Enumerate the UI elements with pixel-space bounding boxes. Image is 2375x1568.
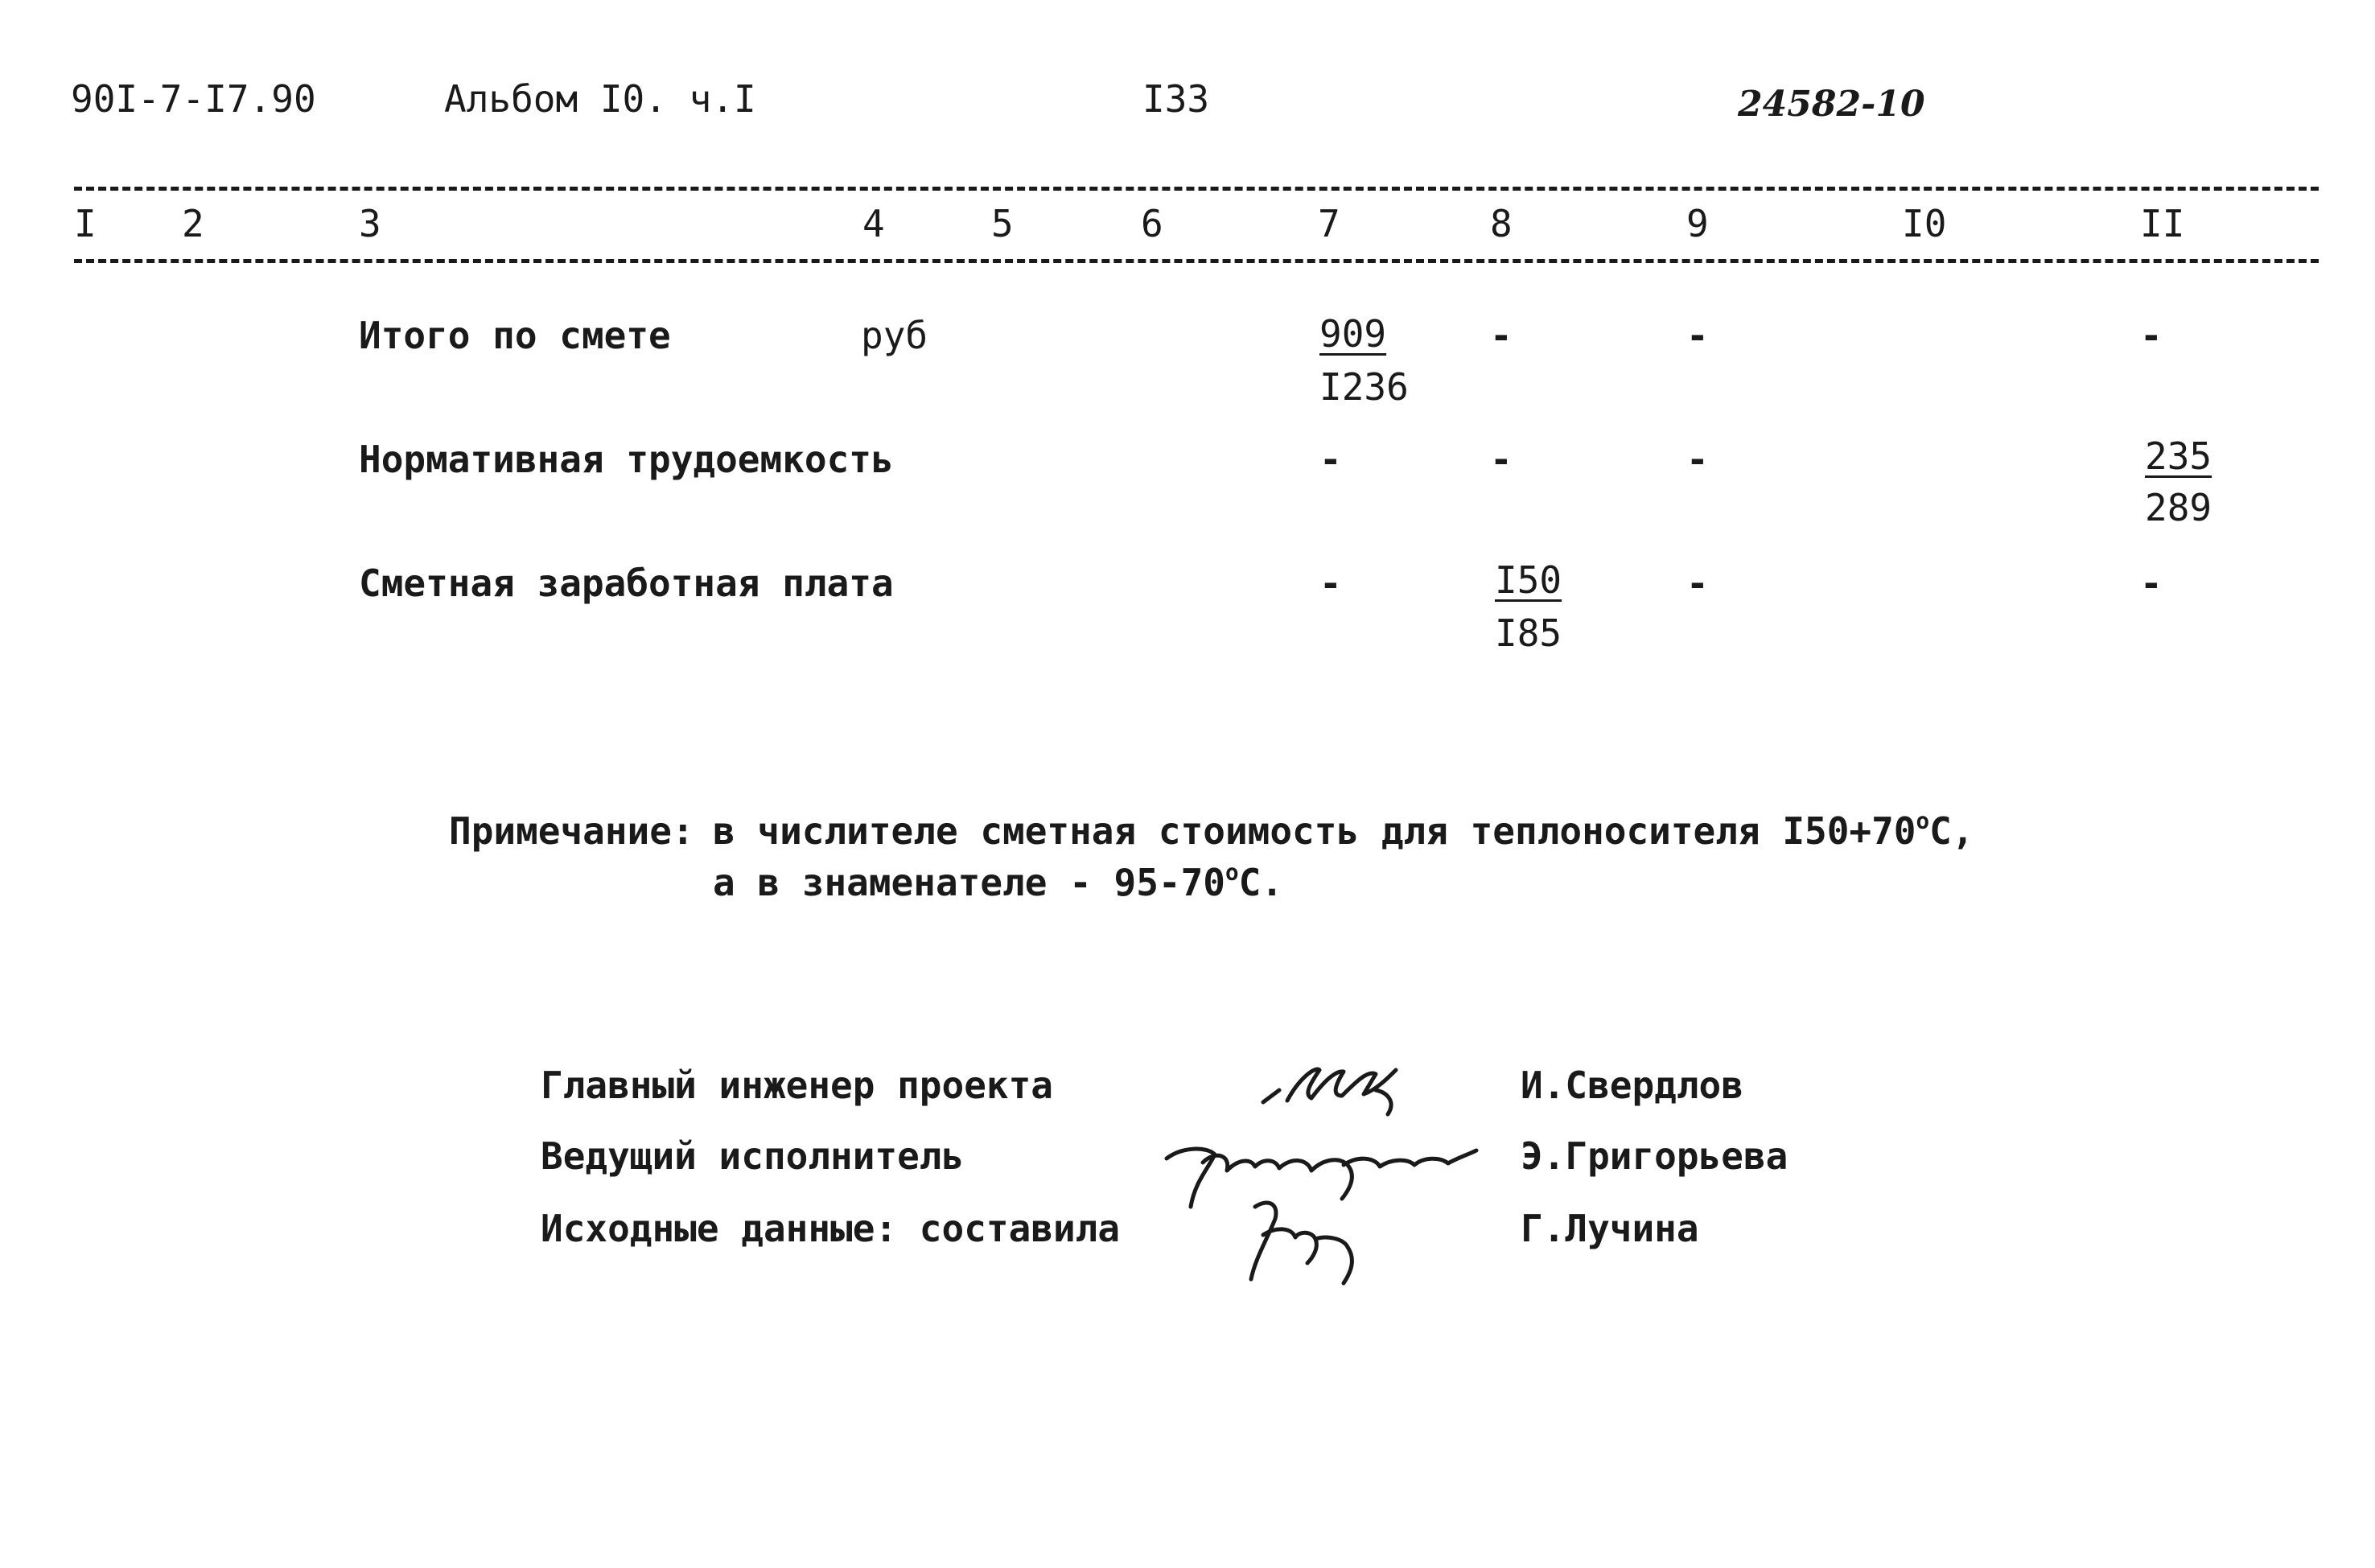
page-number: I33 — [1142, 77, 1210, 121]
col-num-11: II — [2140, 202, 2185, 245]
header-bottom-rule — [74, 259, 2319, 263]
col-num-10: I0 — [1902, 202, 1947, 245]
note-label: Примечание: — [449, 809, 694, 853]
signature-name-lead-executor: Э.Григорьева — [1521, 1134, 1788, 1178]
col-num-9: 9 — [1686, 202, 1709, 245]
row-unit: руб — [861, 314, 928, 357]
cell-col7: - — [1319, 562, 1342, 605]
cell-col8-numerator: I50 — [1495, 558, 1562, 602]
signature-name-chief-engineer: И.Свердлов — [1521, 1064, 1743, 1107]
handwritten-signature-1 — [1255, 1046, 1448, 1118]
header-top-rule — [74, 187, 2319, 191]
inventory-number: 24582-10 — [1738, 84, 1925, 125]
note-line-2 — [713, 858, 1283, 904]
note-line-2-degree: o — [1225, 858, 1239, 886]
col-num-5: 5 — [991, 202, 1014, 245]
col-num-2: 2 — [182, 202, 204, 245]
row-label: Нормативная трудоемкость — [359, 438, 894, 481]
col-num-1: I — [74, 202, 97, 245]
cell-col9: - — [1686, 562, 1709, 605]
col-num-7: 7 — [1318, 202, 1340, 245]
cell-col11-denominator: 289 — [2145, 486, 2212, 529]
row-label: Сметная заработная плата — [359, 562, 894, 605]
cell-col7-numerator: 909 — [1319, 312, 1387, 356]
album-label: Альбом I0. ч.I — [444, 77, 756, 121]
cell-col7: - — [1319, 438, 1342, 481]
row-label: Итого по смете — [359, 314, 671, 357]
handwritten-signature-3 — [1231, 1191, 1376, 1287]
col-num-8: 8 — [1490, 202, 1513, 245]
signature-role-lead-executor: Ведущий исполнитель — [541, 1134, 965, 1178]
note-line-1-degree: o — [1916, 807, 1930, 834]
col-num-3: 3 — [359, 202, 381, 245]
doc-code: 90I-7-I7.90 — [71, 77, 316, 121]
col-num-6: 6 — [1141, 202, 1163, 245]
signature-role-chief-engineer: Главный инженер проекта — [541, 1064, 1053, 1107]
note-line-1-unit: C, — [1929, 809, 1974, 853]
cell-col11-numerator: 235 — [2145, 434, 2212, 478]
cell-col9: - — [1686, 438, 1709, 481]
note-line-1 — [713, 807, 1974, 853]
signature-name-source-data: Г.Лучина — [1521, 1207, 1699, 1250]
signature-role-source-data: Исходные данные: составила — [541, 1207, 1121, 1250]
note-line-2-unit: C. — [1238, 861, 1283, 904]
note-line-1-text: в числителе сметная стоимость для теплоносителя I50+70 — [713, 809, 1916, 853]
cell-col8-denominator: I85 — [1495, 611, 1562, 655]
cell-col8: - — [1490, 314, 1513, 357]
cell-col11: - — [2140, 562, 2163, 605]
cell-col11: - — [2140, 314, 2163, 357]
col-num-4: 4 — [862, 202, 885, 245]
note-line-2-text: а в знаменателе - 95-70 — [713, 861, 1225, 904]
cell-col7-denominator: I236 — [1319, 365, 1409, 409]
cell-col8: - — [1490, 438, 1513, 481]
cell-col9: - — [1686, 314, 1709, 357]
